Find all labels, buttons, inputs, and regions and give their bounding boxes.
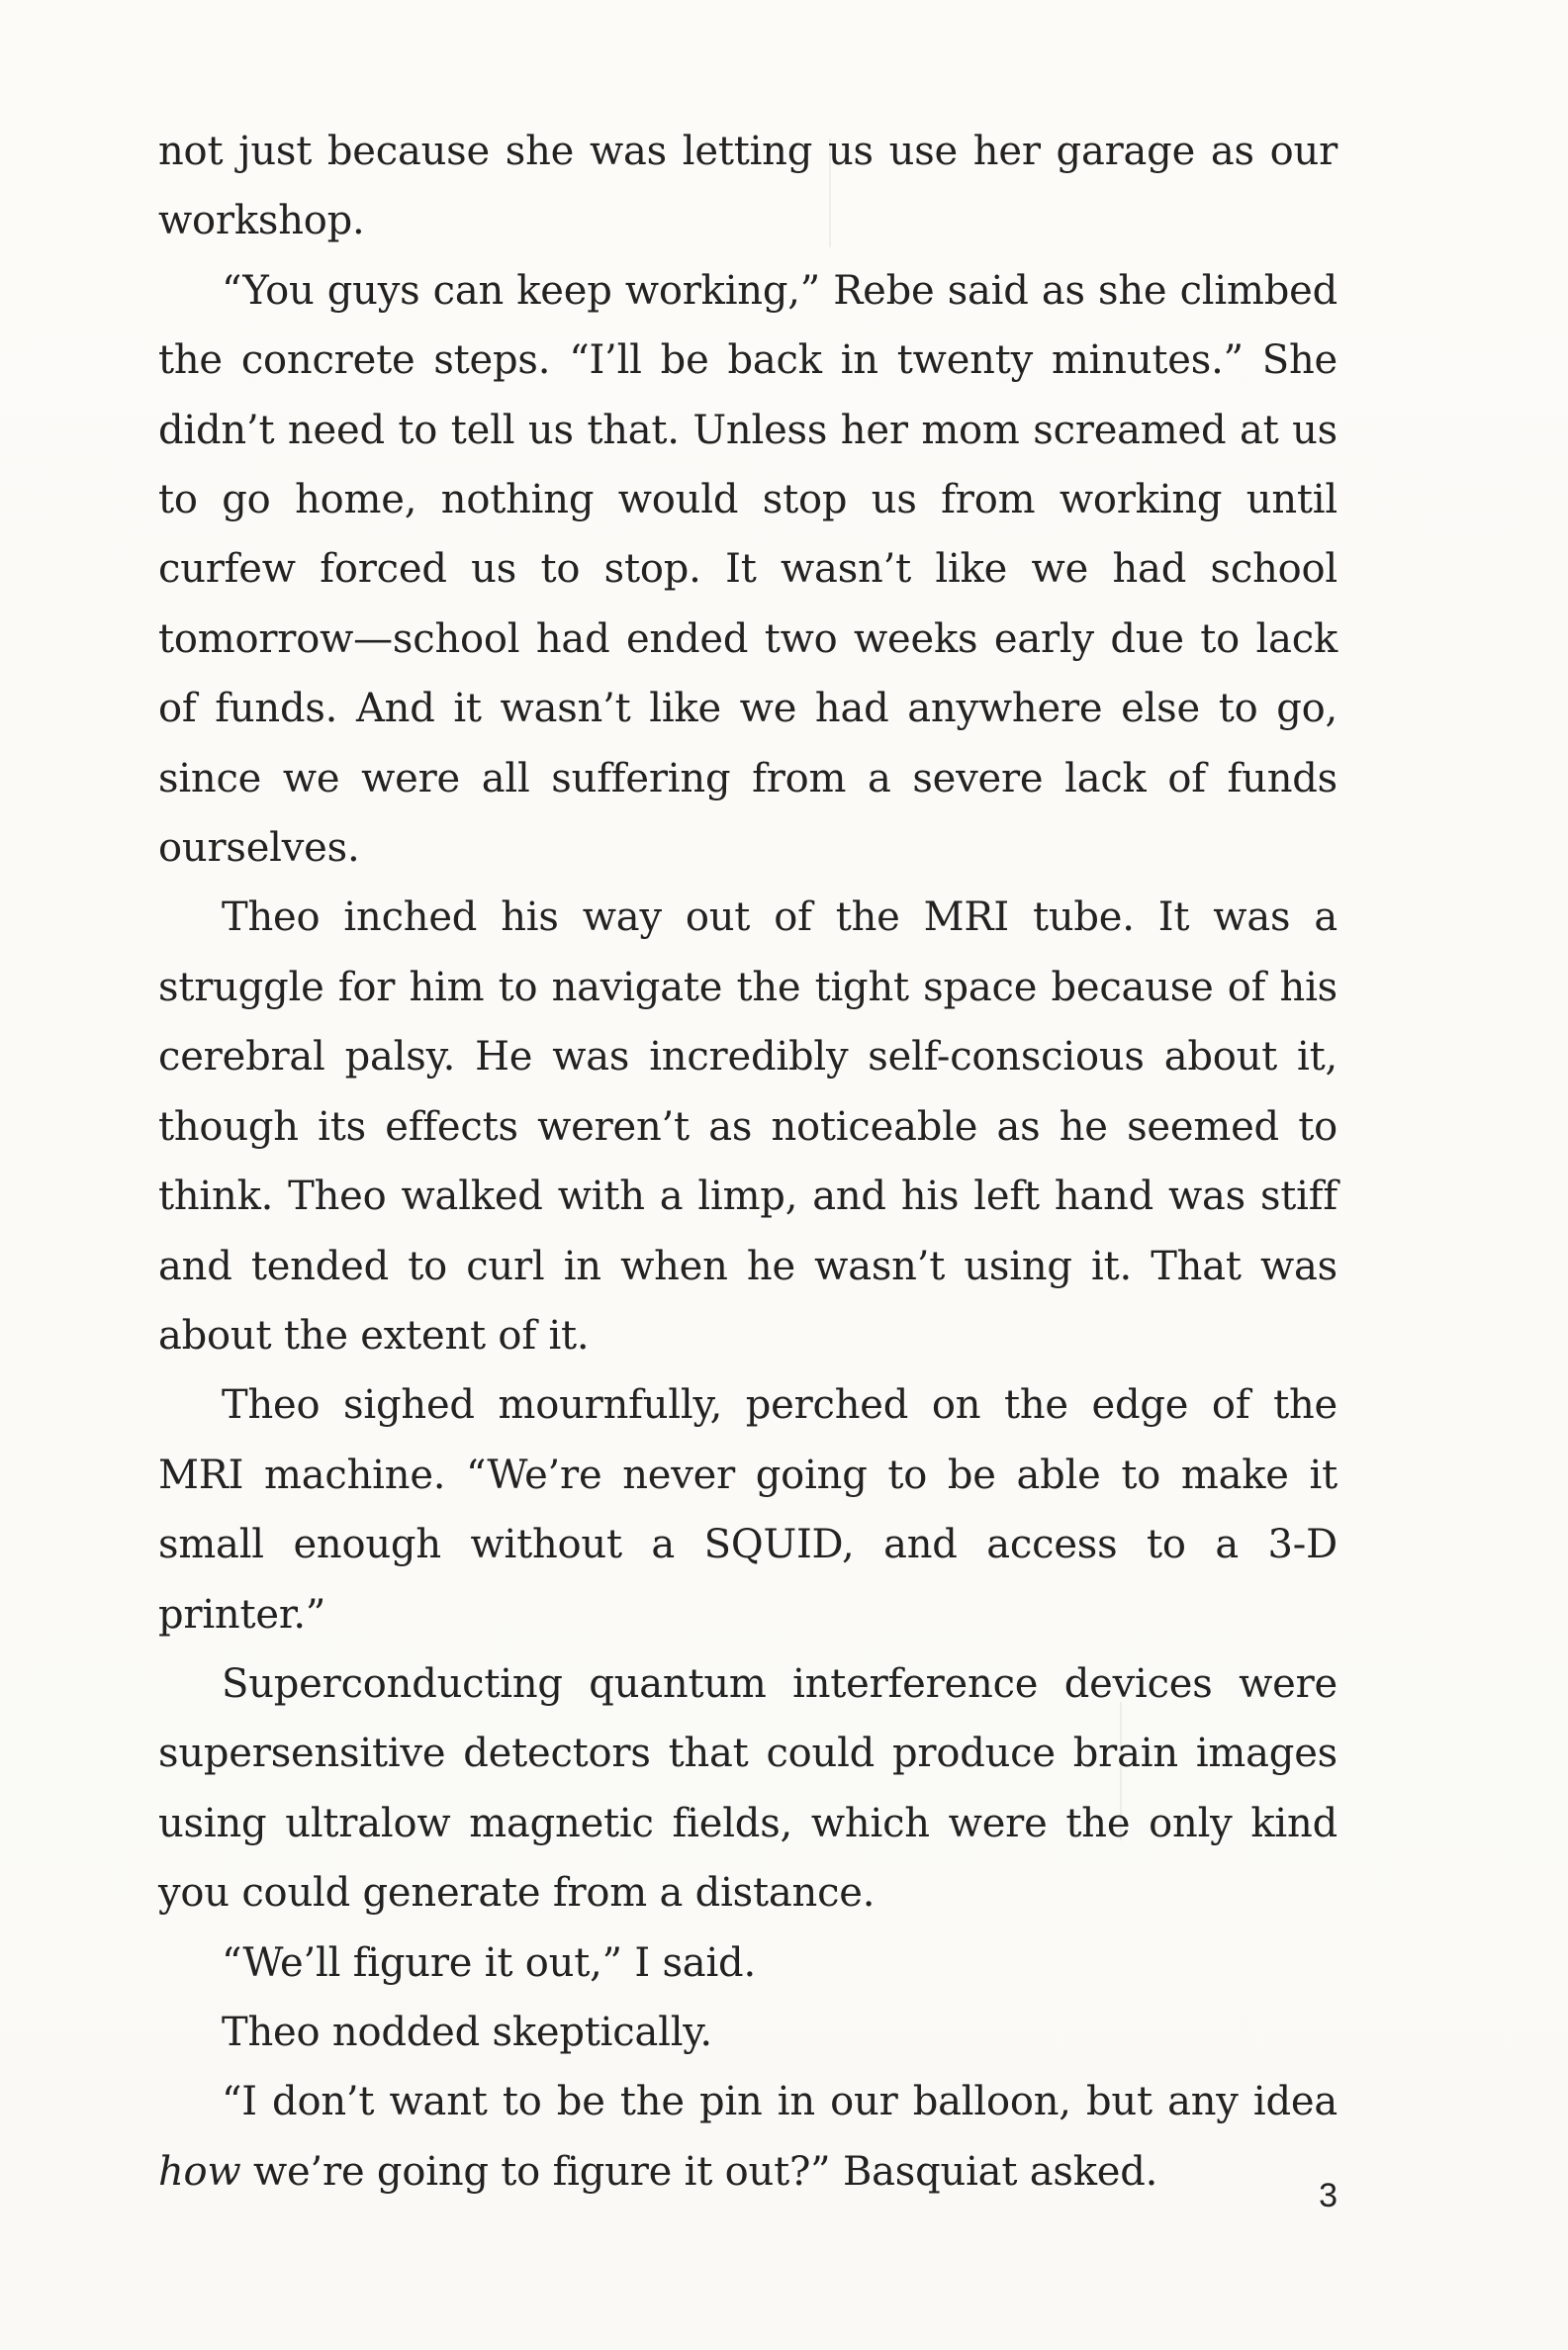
paragraph: not just because she was letting us use her garage as our workshop. — [158, 129, 1337, 244]
page-number: 3 — [1319, 2177, 1337, 2214]
paragraph: “You guys can keep working,” Rebe said as she climbed the concrete steps. “I’ll be back in twenty minutes.” She didn’t need to tell us that. Unless her mom screamed at us to go home, nothing would stop us from working until curfew forced us to stop. It wasn’t like we had school tomorrow—school had ended two weeks early due to lack of funds. And it wasn’t like we had anywhere else to go, since we were all suffering from a severe lack of funds ourselves. — [158, 267, 1337, 872]
emphasis-text: how — [158, 2148, 241, 2195]
body-text — [158, 117, 1337, 2207]
paragraph: Superconducting quantum interference devices were supersensitive detectors that could produce brain images using ultralow magnetic fields, which were the only kind you could generate from a distance. — [158, 1660, 1337, 1917]
paragraph-last — [158, 2067, 1337, 2207]
paragraph-tail: we’re going to figure it out?” Basquiat asked. — [240, 2148, 1158, 2195]
paragraph: Theo inched his way out of the MRI tube. It was a struggle for him to navigate the tight space because of his cerebral palsy. He was incredibly self-conscious about it, though its effects weren’t as noticeable as he seemed to think. Theo walked with a limp, and his left hand was stiff and tended to curl in when he wasn’t using it. That was about the extent of it. — [158, 894, 1337, 1359]
paragraph: Theo nodded skeptically. — [222, 2009, 712, 2055]
paragraph-lead: “I don’t want to be the pin in our balloon, but any idea — [222, 2079, 1337, 2125]
paragraph: “We’ll figure it out,” I said. — [222, 1939, 756, 1986]
paragraph: Theo sighed mournfully, perched on the edge of the MRI machine. “We’re never going to be able to make it small enough without a SQUID, and access to a 3-D printer.” — [158, 1382, 1337, 1638]
